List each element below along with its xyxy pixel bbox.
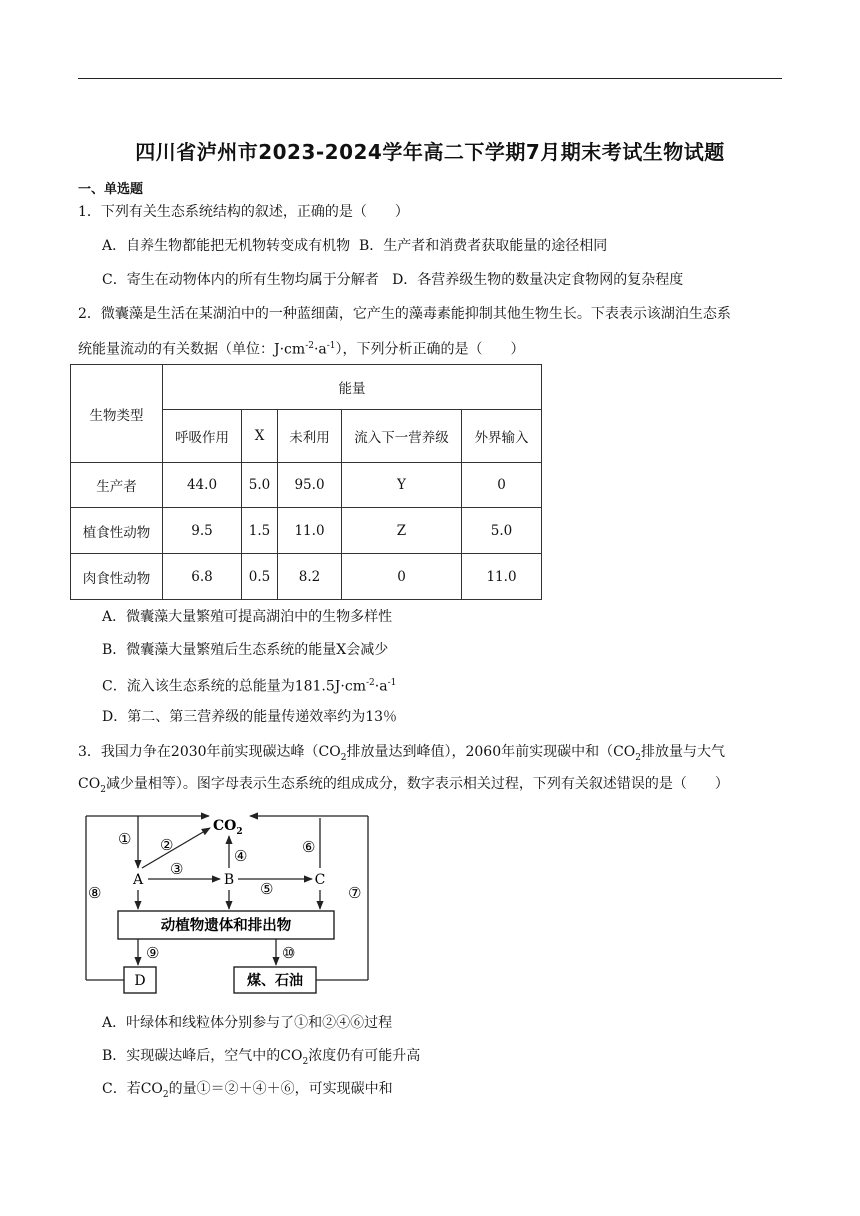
q1-option-a [102,236,607,256]
q2-option-c-mid: ·a [374,678,388,695]
section-heading: 一、单选题 [78,182,144,197]
label-process-10: ⑩ [282,944,296,962]
table-header-cell: 呼吸作用 [163,410,242,463]
q3-option-b [102,1046,420,1072]
table-cell: 6.8 [163,554,242,600]
table-cell: 11.0 [462,554,542,600]
node-b-label: B [223,872,235,888]
table-group-header: 能量 [163,365,542,410]
q3-option-c-sub: 2 [162,1089,169,1100]
q1-option-b-text: B．生产者和消费者获取能量的途径相同 [359,238,608,254]
q1-option-a-text: A．自养生物都能把无机物转变成有机物 [102,238,351,254]
table-cell: 5.0 [462,508,542,554]
fossil-fuel-label: 煤、石油 [247,973,303,989]
q3-option-c-end: 的量①＝②＋④＋⑥，可实现碳中和 [168,1081,393,1097]
table-cell: 9.5 [163,508,242,554]
q3-option-b-text: B．实现碳达峰后，空气中的CO [102,1048,303,1064]
table-row [71,463,542,508]
header-rule [78,78,782,79]
table-header-cell: 流入下一营养级 [342,410,462,463]
co2-label: $CO_2$ [213,818,243,837]
q2-unit-mid: ·a [313,341,327,358]
remains-label: 动植物遗体和排出物 [160,918,292,934]
q3-stem-d: CO [78,776,101,792]
q3-stem-e: 减少量相等）。图字母表示生态系统的组成成分，数字表示相关过程，下列有关叙述错误的是（ ） [105,776,729,792]
q2-option-d: D．第二、第三营养级的能量传递效率约为13％ [102,709,398,725]
carbon-cycle-diagram [80,806,380,998]
table-row-label: 植食性动物 [71,508,163,554]
table-row [71,508,542,554]
q3-option-c [102,1079,393,1105]
q3-option-c-text: C．若CO [102,1081,163,1097]
table-header-cell: X [242,410,278,463]
q2-stem-text: 统能量流动的有关数据（单位：J·cm [78,341,306,358]
page-title: 四川省泸州市2023-2024学年高二下学期7月期末考试生物试题 [135,140,725,164]
q3-stem-b: 排放量达到峰值），2060年前实现碳中和（CO [346,744,636,760]
q3-sub1: 2 [340,752,347,763]
label-process-5: ⑤ [260,880,274,898]
energy-flow-table [70,364,542,600]
label-process-3: ③ [170,860,184,878]
table-header-cell: 未利用 [278,410,342,463]
node-c-label: C [314,872,326,888]
label-process-1: ① [118,830,132,848]
q2-unit-sup1: -2 [305,341,314,351]
table-cell: 44.0 [163,463,242,508]
q2-option-c-sup2: -1 [387,678,397,688]
table-cell: 0 [342,554,462,600]
table-cell: 0.5 [242,554,278,600]
q2-stem-line1: 2．微囊藻是生活在某湖泊中的一种蓝细菌，它产生的藻毒素能抑制其他生物生长。下表表示该湖泊生态系 [78,306,731,322]
label-process-2: ② [160,836,174,854]
q3-option-a: A．叶绿体和线粒体分别参与了①和②④⑥过程 [102,1015,393,1031]
q2-option-c [102,673,396,697]
q3-sub2: 2 [635,752,642,763]
q1-option-c [102,270,683,290]
table-cell: Y [342,463,462,508]
table-cell: 95.0 [278,463,342,508]
table-cell: 11.0 [278,508,342,554]
table-header-cell: 外界输入 [462,410,542,463]
q2-unit-sup2: -1 [326,341,336,351]
node-a-label: A [132,872,144,888]
q1-option-c-text: C．寄生在动物体内的所有生物均属于分解者 [102,272,379,288]
table-cell: 0 [462,463,542,508]
table-cell: 8.2 [278,554,342,600]
table-row [71,554,542,600]
q2-option-c-text: C．流入该生态系统的总能量为181.5J·cm [102,678,366,695]
q3-stem-c: 排放量与大气 [641,744,726,760]
table-row-label: 肉食性动物 [71,554,163,600]
node-d-label: D [134,973,146,989]
q3-option-b-sub: 2 [302,1056,309,1067]
table-row-label: 生产者 [71,463,163,508]
table-cell: 1.5 [242,508,278,554]
q3-stem-line2 [78,774,729,800]
q2-option-b: B．微囊藻大量繁殖后生态系统的能量X会减少 [102,642,389,658]
label-process-7: ⑦ [348,884,362,902]
label-process-9: ⑨ [146,944,160,962]
table-cell: Z [342,508,462,554]
q1-option-d-text: D．各营养级生物的数量决定食物网的复杂程度 [392,272,684,288]
q3-option-b-end: 浓度仍有可能升高 [308,1048,421,1064]
q2-stem-end: ），下列分析正确的是（ ） [335,341,525,358]
q3-sub3: 2 [100,784,106,795]
q2-option-a: A．微囊藻大量繁殖可提高湖泊中的生物多样性 [102,609,393,625]
label-process-6: ⑥ [302,838,316,856]
q2-stem-line2 [78,336,525,360]
q1-stem: 1．下列有关生态系统结构的叙述，正确的是（ ） [78,204,409,220]
table-cell: 5.0 [242,463,278,508]
table-corner-header: 生物类型 [71,365,163,463]
label-process-8: ⑧ [88,884,102,902]
q3-stem-a: 3．我国力争在2030年前实现碳达峰（CO [78,744,341,760]
label-process-4: ④ [234,847,248,865]
q3-stem-line1 [78,742,725,768]
q2-option-c-sup1: -2 [365,678,375,688]
